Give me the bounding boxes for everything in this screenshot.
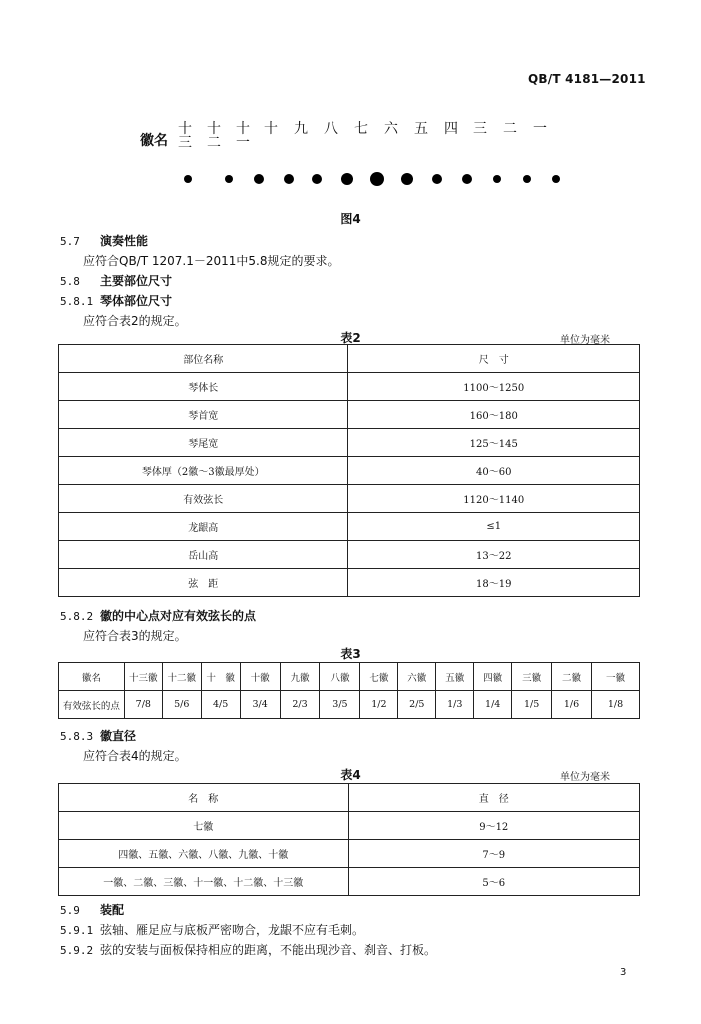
- hui-dot: [432, 174, 442, 184]
- hui-dot: [401, 173, 413, 185]
- hui-dot: [184, 175, 192, 183]
- table-cell: 1/5: [512, 691, 552, 719]
- table-cell: 二徽: [552, 663, 592, 691]
- hui-name-top: 十: [178, 121, 192, 137]
- section-title: 徽直径: [100, 729, 137, 743]
- table-cell: 四徽: [474, 663, 512, 691]
- section-5-8-2: [60, 607, 256, 624]
- section-5-7: [60, 232, 148, 249]
- hui-dot: [523, 175, 531, 183]
- table-cell: 名 称: [59, 784, 349, 812]
- hui-name-top: 八: [324, 121, 338, 137]
- table-row: [59, 663, 640, 691]
- table-cell: 一徽: [592, 663, 640, 691]
- table-cell: 十徽: [240, 663, 280, 691]
- table-cell: 1/2: [360, 691, 398, 719]
- table-row: [59, 812, 640, 840]
- table-row: [59, 840, 640, 868]
- table-cell: 四徽、五徽、六徽、八徽、九徽、十徽: [59, 840, 349, 868]
- hui-name: [379, 122, 403, 136]
- section-number: 5.7: [60, 235, 80, 248]
- table-row: [59, 373, 640, 401]
- hui-name: [468, 122, 492, 136]
- figure-caption: 图4: [340, 212, 361, 226]
- hui-dot: [284, 174, 294, 184]
- table-row: [59, 429, 640, 457]
- hui-label: 徽名: [140, 133, 168, 149]
- hui-dot: [552, 175, 560, 183]
- table-cell: 9～12: [348, 812, 640, 840]
- section-title: 主要部位尺寸: [100, 274, 173, 288]
- table-cell: 1100～1250: [348, 373, 640, 401]
- section-5-9-2: [60, 941, 436, 958]
- table-row: [59, 513, 640, 541]
- table-cell: 1/3: [436, 691, 474, 719]
- hui-name-top: 五: [414, 121, 428, 137]
- table-header-row: [59, 345, 640, 373]
- table-cell: 3/5: [320, 691, 360, 719]
- table-cell: 5～6: [348, 868, 640, 896]
- section-title: 徽的中心点对应有效弦长的点: [100, 609, 257, 623]
- table-cell: 琴体厚（2徽～3徽最厚处）: [59, 457, 348, 485]
- section-5-8: [60, 272, 172, 289]
- hui-dot: [225, 175, 233, 183]
- table-cell: 十三徽: [124, 663, 162, 691]
- table-cell: 1/6: [552, 691, 592, 719]
- section-number: 5.8.3: [60, 730, 94, 743]
- hui-name-top: 十: [264, 121, 278, 137]
- section-5-7-text: 应符合QB/T 1207.1－2011中5.8规定的要求。: [83, 254, 340, 268]
- section-number: 5.9.1: [60, 924, 94, 937]
- table-cell: 三徽: [512, 663, 552, 691]
- table-row: [59, 541, 640, 569]
- hui-name: [289, 122, 313, 136]
- hui-name-top: 十: [236, 121, 250, 137]
- hui-name: [231, 122, 255, 150]
- section-number: 5.9.2: [60, 944, 94, 957]
- table-cell: 六徽: [398, 663, 436, 691]
- hui-name-top: 四: [444, 121, 458, 137]
- table-cell: 部位名称: [59, 345, 348, 373]
- table-cell: 琴体长: [59, 373, 348, 401]
- hui-dot: [254, 174, 264, 184]
- section-number: 5.8.1: [60, 295, 94, 308]
- table-2-unit: 单位为毫米: [560, 335, 610, 346]
- table-cell: ≤1: [348, 513, 640, 541]
- table-row: [59, 569, 640, 597]
- hui-name-bottom: 一: [236, 135, 250, 151]
- section-5-8-1: [60, 292, 172, 309]
- table-cell: 有效弦长的点: [59, 691, 125, 719]
- section-5-9: [60, 901, 124, 918]
- table-cell: 七徽: [59, 812, 349, 840]
- hui-dot: [312, 174, 322, 184]
- hui-name-top: 三: [473, 121, 487, 137]
- section-number: 5.9: [60, 904, 80, 917]
- table-cell: 5/6: [162, 691, 201, 719]
- table-cell: 18～19: [348, 569, 640, 597]
- table-cell: 九徽: [280, 663, 320, 691]
- table-cell: 一徽、二徽、三徽、十一徽、十二徽、十三徽: [59, 868, 349, 896]
- table-2: [58, 344, 640, 597]
- hui-name-top: 一: [533, 121, 547, 137]
- table-cell: 2/3: [280, 691, 320, 719]
- table-cell: 徽名: [59, 663, 125, 691]
- table-cell: 琴首宽: [59, 401, 348, 429]
- table-3: [58, 662, 640, 719]
- table-cell: 龙龈高: [59, 513, 348, 541]
- table-cell: 八徽: [320, 663, 360, 691]
- hui-name: [202, 122, 226, 150]
- page-number: 3: [620, 967, 627, 978]
- table-cell: 40～60: [348, 457, 640, 485]
- table-cell: 十二徽: [162, 663, 201, 691]
- hui-name: [409, 122, 433, 136]
- hui-name-top: 十: [207, 121, 221, 137]
- table-cell: 十 徽: [201, 663, 240, 691]
- section-number: 5.8.2: [60, 610, 94, 623]
- table-cell: 1/8: [592, 691, 640, 719]
- table-4: [58, 783, 640, 896]
- table-row: [59, 868, 640, 896]
- table-cell: 弦 距: [59, 569, 348, 597]
- section-title: 装配: [100, 903, 125, 917]
- hui-name-bottom: 三: [178, 135, 192, 151]
- table-4-caption: 表4: [340, 768, 361, 782]
- section-text: 弦的安装与面板保持相应的距离，不能出现沙音、刹音、打板。: [100, 943, 437, 957]
- table-cell: 4/5: [201, 691, 240, 719]
- table-row: [59, 485, 640, 513]
- table-row: [59, 691, 640, 719]
- table-header-row: [59, 784, 640, 812]
- hui-name: [173, 122, 197, 150]
- hui-name-top: 九: [294, 121, 308, 137]
- section-5-8-3: [60, 727, 136, 744]
- hui-name-bottom: 二: [207, 135, 221, 151]
- table-2-caption: 表2: [340, 331, 361, 345]
- hui-name: [349, 122, 373, 136]
- table-cell: 3/4: [240, 691, 280, 719]
- table-cell: 有效弦长: [59, 485, 348, 513]
- hui-name-top: 二: [503, 121, 517, 137]
- table-cell: 160～180: [348, 401, 640, 429]
- section-5-8-3-text: 应符合表4的规定。: [83, 749, 187, 763]
- section-text: 弦轴、雁足应与底板严密吻合，龙龈不应有毛刺。: [100, 923, 365, 937]
- hui-dot: [462, 174, 472, 184]
- table-cell: 岳山高: [59, 541, 348, 569]
- hui-dot: [341, 173, 353, 185]
- section-5-8-2-text: 应符合表3的规定。: [83, 629, 187, 643]
- hui-name-top: 七: [354, 121, 368, 137]
- table-cell: 琴尾宽: [59, 429, 348, 457]
- table-cell: 13～22: [348, 541, 640, 569]
- table-cell: 2/5: [398, 691, 436, 719]
- table-cell: 七徽: [360, 663, 398, 691]
- table-cell: 7/8: [124, 691, 162, 719]
- hui-name: [259, 122, 283, 136]
- table-cell: 1120～1140: [348, 485, 640, 513]
- standard-code: QB/T 4181—2011: [528, 72, 646, 86]
- hui-name: [319, 122, 343, 136]
- section-title: 琴体部位尺寸: [100, 294, 173, 308]
- hui-name: [528, 122, 552, 136]
- table-cell: 7～9: [348, 840, 640, 868]
- hui-dot: [370, 172, 384, 186]
- table-cell: 1/4: [474, 691, 512, 719]
- table-cell: 直 径: [348, 784, 640, 812]
- table-row: [59, 457, 640, 485]
- section-5-8-1-text: 应符合表2的规定。: [83, 314, 187, 328]
- table-row: [59, 401, 640, 429]
- table-cell: 尺 寸: [348, 345, 640, 373]
- hui-name: [439, 122, 463, 136]
- table-cell: 五徽: [436, 663, 474, 691]
- hui-name-top: 六: [384, 121, 398, 137]
- hui-name: [498, 122, 522, 136]
- hui-dot: [493, 175, 501, 183]
- table-4-unit: 单位为毫米: [560, 772, 610, 783]
- table-3-caption: 表3: [340, 647, 361, 661]
- section-title: 演奏性能: [100, 234, 149, 248]
- table-cell: 125～145: [348, 429, 640, 457]
- section-5-9-1: [60, 921, 364, 938]
- section-number: 5.8: [60, 275, 80, 288]
